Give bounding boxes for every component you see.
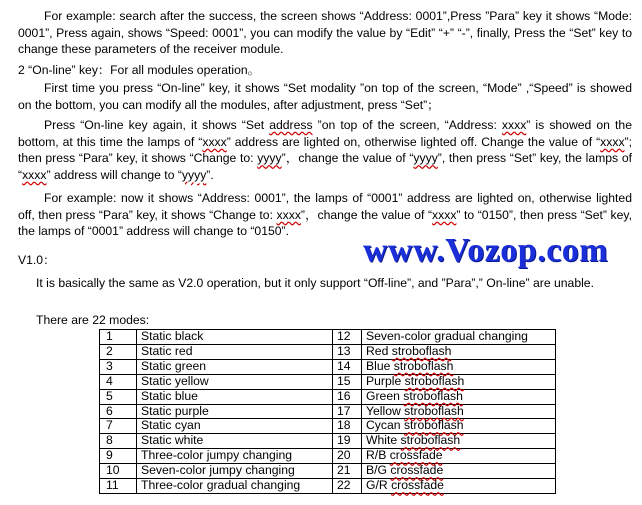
mode-number-cell: 18 — [333, 419, 362, 434]
mode-number-cell: 21 — [333, 464, 362, 479]
mode-label-cell — [362, 330, 556, 345]
mode-label-cell — [362, 479, 556, 494]
table-row — [100, 464, 556, 479]
mode-label-cell — [362, 434, 556, 449]
spellcheck-word: stroboflash — [404, 373, 465, 388]
modes-table-body — [100, 330, 556, 494]
table-row — [100, 434, 556, 449]
paragraph-v10: It is basically the same as V2.0 operation, but it only support “Off-line”, and ”Para”,” On-line” are unable. — [36, 276, 594, 290]
mode-label-cell — [362, 449, 556, 464]
mode-label-cell: Static purple — [137, 404, 333, 419]
table-row — [100, 404, 556, 419]
mode-label-cell — [362, 404, 556, 419]
text-run: R/B — [366, 448, 390, 463]
text-run: Press “On-line key again, it shows “Set — [44, 118, 270, 132]
table-row — [100, 449, 556, 464]
paragraph-example-para: For example: search after the success, the screen shows “Address: 0001”,Press ”Para” key it shows “Mode: 0001”, Press again, shows “Speed: 0001”, you can modify the value by “Edit” “+” “-”, finally, Press the “Set” key to change these parameters of the receiver module. — [18, 9, 632, 57]
spellcheck-word: yyyy — [257, 151, 282, 166]
text-run: ”. — [206, 167, 214, 182]
text-run: B/G — [366, 463, 391, 478]
mode-number-cell: 3 — [100, 359, 137, 374]
spellcheck-word: xxxx — [202, 134, 227, 149]
mode-label-cell — [362, 374, 556, 389]
text-run: ” to “0150”, then press “Set” key, the lamps of “0001” address will change to “0150”. — [18, 207, 632, 239]
text-run: Yellow — [366, 403, 405, 418]
mode-label-cell: Three-color jumpy changing — [137, 449, 333, 464]
spellcheck-word: stroboflash — [393, 358, 454, 373]
online-key-heading: 2 “On-line” key：For all modules operation。 — [18, 63, 260, 77]
table-row — [100, 344, 556, 359]
mode-label-cell: Static red — [137, 344, 333, 359]
spellcheck-word: yyyy — [413, 151, 438, 166]
text-run: For example: now it shows “Address: 0001”, the lamps of “0001” address are lighted on, otherwise lighted off, then press “Para” key, it shows “Change to: — [18, 191, 632, 222]
mode-number-cell: 9 — [100, 449, 137, 464]
text-run: White — [366, 433, 401, 448]
mode-label-cell — [362, 359, 556, 374]
mode-label-cell — [362, 344, 556, 359]
spellcheck-word: xxxx — [276, 207, 301, 222]
mode-number-cell: 19 — [333, 434, 362, 449]
text-run: Blue — [366, 358, 394, 373]
text-run: Cycan — [366, 418, 404, 433]
mode-number-cell: 4 — [100, 374, 137, 389]
text-run: ”，change the value of “ — [300, 207, 433, 222]
mode-number-cell: 10 — [100, 464, 137, 479]
text-run: Red — [366, 343, 392, 358]
spellcheck-word: stroboflash — [400, 433, 461, 448]
text-run: ”on top of the screen, “Address: — [312, 118, 502, 132]
mode-label-cell: Seven-color jumpy changing — [137, 464, 333, 479]
text-run: Green — [366, 388, 404, 403]
spellcheck-word: crossfade — [389, 448, 443, 463]
mode-number-cell: 1 — [100, 330, 137, 345]
text-run: ”, then press “Set” key, the lamps of “ — [18, 151, 632, 182]
mode-number-cell: 11 — [100, 479, 137, 494]
text-run: ” address are lighted on, otherwise lighted off. Change the value of “ — [226, 134, 601, 149]
paragraph-first-press: First time you press “On-line” key, it shows “Set modality ”on top of the screen, “Mode” ,“Speed” is showed on the bottom, you can modify all the modules, after adjustment, press “Set”； — [18, 81, 632, 112]
text-run: ”，change the value of “ — [281, 151, 414, 166]
mode-label-cell: Static black — [137, 330, 333, 345]
spellcheck-word: crossfade — [391, 478, 444, 493]
spellcheck-word: stroboflash — [403, 388, 463, 403]
spellcheck-word: xxxx — [501, 118, 527, 132]
spellcheck-word: xxxx — [22, 167, 47, 182]
mode-label-cell — [362, 464, 556, 479]
table-row — [100, 374, 556, 389]
spellcheck-word: stroboflash — [404, 403, 464, 418]
mode-number-cell: 20 — [333, 449, 362, 464]
mode-number-cell: 14 — [333, 359, 362, 374]
mode-number-cell: 2 — [100, 344, 137, 359]
text-run: ” address will change to “ — [46, 167, 182, 182]
modes-heading: There are 22 modes: — [36, 313, 150, 327]
text-run: Purple — [366, 373, 405, 388]
watermark-logo: www.Vozop.com — [363, 232, 609, 269]
mode-label-cell: Static yellow — [137, 374, 333, 389]
mode-label-cell — [362, 419, 556, 434]
text-run: ” is showed on the bottom, at this time the lamps of “ — [18, 118, 632, 149]
table-row — [100, 479, 556, 494]
mode-number-cell: 22 — [333, 479, 362, 494]
spellcheck-word: yyyy — [181, 167, 207, 182]
mode-label-cell: Three-color gradual changing — [137, 479, 333, 494]
text-run: Seven-color gradual changing — [366, 329, 528, 343]
mode-number-cell: 8 — [100, 434, 137, 449]
mode-number-cell: 15 — [333, 374, 362, 389]
spellcheck-word: stroboflash — [391, 343, 452, 358]
spellcheck-word: address — [269, 118, 313, 132]
mode-label-cell: Static blue — [137, 389, 333, 404]
mode-label-cell — [362, 389, 556, 404]
text-run: ”; then press “Para” key, it shows “Change to: — [18, 134, 632, 166]
mode-number-cell: 7 — [100, 419, 137, 434]
table-row — [100, 389, 556, 404]
paragraph-press-again — [18, 117, 632, 183]
spellcheck-word: xxxx — [600, 134, 625, 149]
mode-number-cell: 13 — [333, 344, 362, 359]
mode-number-cell: 5 — [100, 389, 137, 404]
spellcheck-word: xxxx — [432, 207, 457, 222]
mode-number-cell: 16 — [333, 389, 362, 404]
mode-number-cell: 17 — [333, 404, 362, 419]
v10-heading: V1.0： — [18, 253, 56, 267]
mode-label-cell: Static cyan — [137, 419, 333, 434]
modes-table — [99, 329, 556, 494]
mode-number-cell: 12 — [333, 330, 362, 345]
spellcheck-word: stroboflash — [403, 418, 464, 433]
text-run: G/R — [366, 478, 392, 493]
spellcheck-word: crossfade — [390, 463, 444, 478]
table-row — [100, 419, 556, 434]
table-row — [100, 330, 556, 345]
mode-label-cell: Static white — [137, 434, 333, 449]
mode-number-cell: 6 — [100, 404, 137, 419]
mode-label-cell: Static green — [137, 359, 333, 374]
table-row — [100, 359, 556, 374]
